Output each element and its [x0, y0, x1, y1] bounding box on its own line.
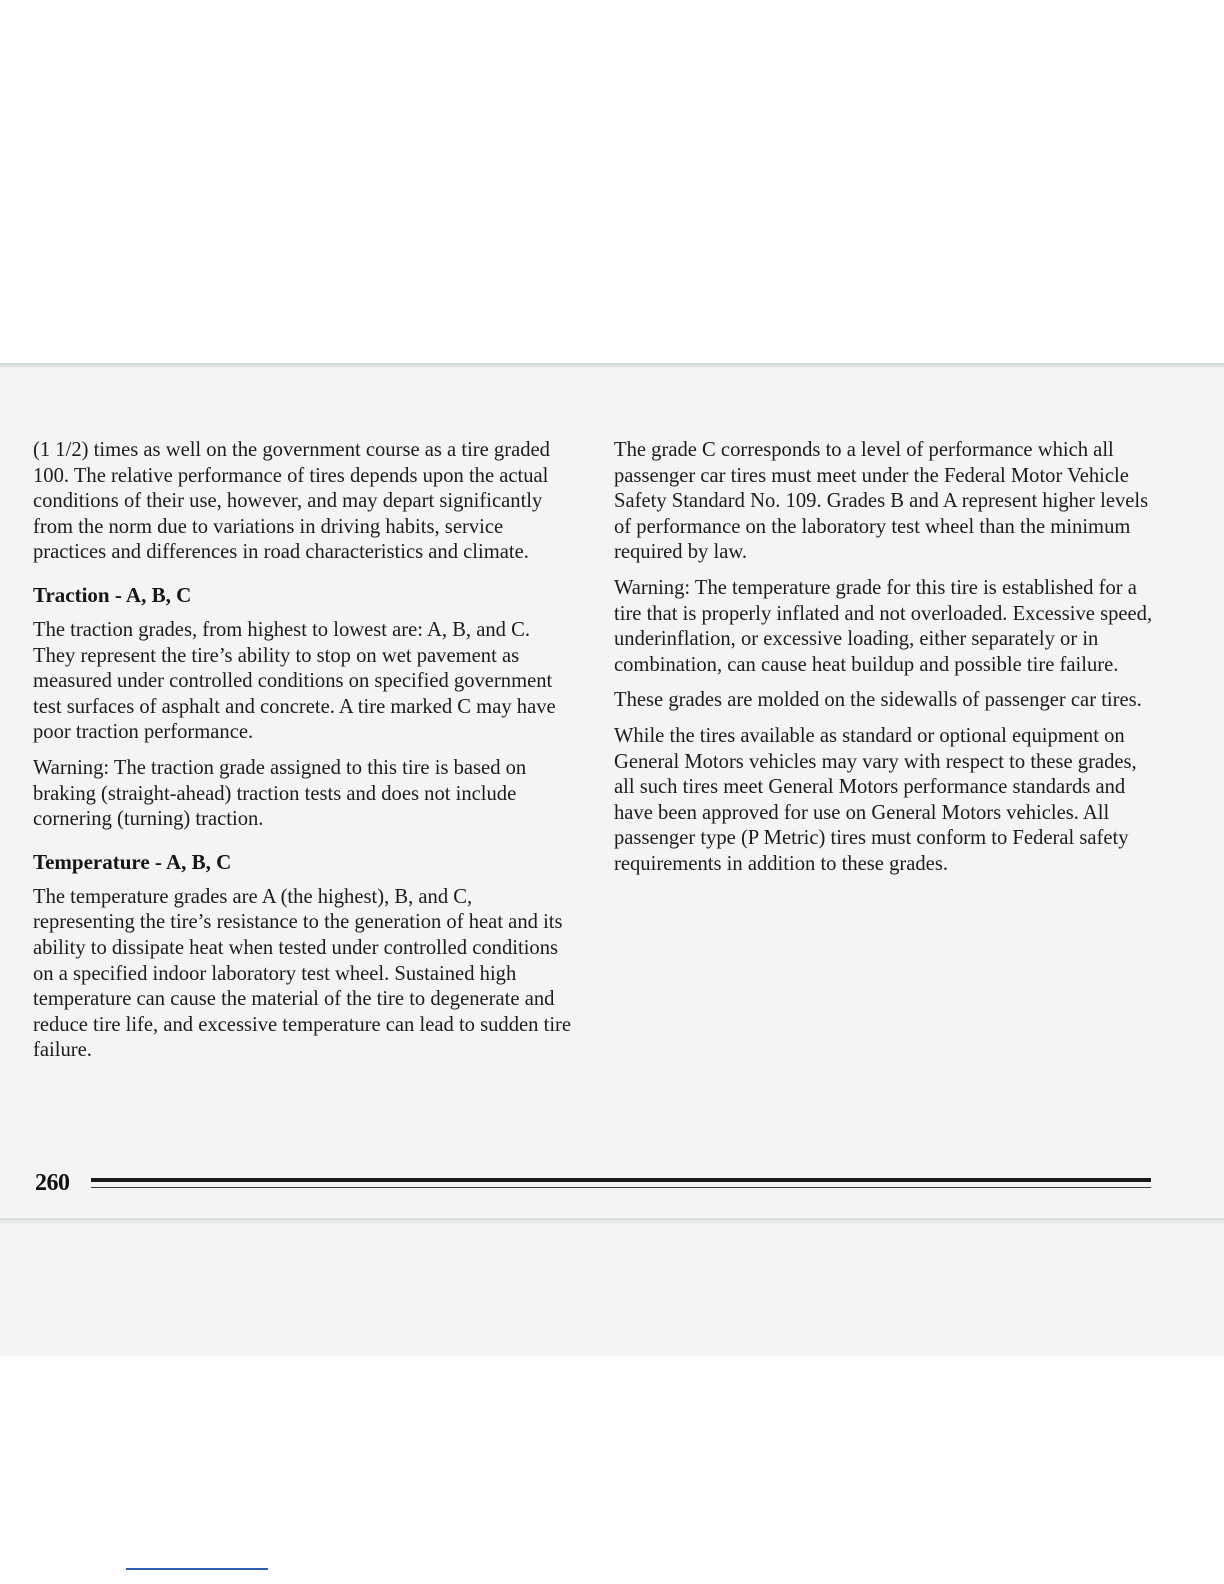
traction-paragraph: The traction grades, from highest to lowest are: A, B, and C. They represent the tire’s ability to stop on wet pavement as measured under controlled conditions on specified government test surfaces of asphalt and concrete. A tire marked C may have poor traction performance.: [33, 618, 556, 744]
traction-heading: Traction - A, B, C: [33, 582, 192, 607]
right-column: [614, 438, 1154, 888]
temperature-heading: Temperature - A, B, C: [33, 849, 232, 874]
temperature-warning: Warning: The temperature grade for this tire is established for a tire that is properly inflated and not overloaded. Excessive speed, underinflation, or excessive loading, either separately or in combination, can cause heat buildup and possible tire failure.: [614, 576, 1153, 676]
traction-warning: Warning: The traction grade assigned to this tire is based on braking (straight-ahead) traction tests and does not include cornering (turning) traction.: [33, 756, 527, 831]
page-bottom-edge: [0, 1218, 1224, 1224]
molded-paragraph: These grades are molded on the sidewalls of passenger car tires.: [614, 689, 1142, 712]
page-footer: [33, 1170, 1153, 1200]
availability-paragraph: While the tires available as standard or optional equipment on General Motors vehicles may vary with respect to these grades, all such tires meet General Motors performance standards and have been approved for use on General Motors vehicles. All passenger type (P Metric) tires must conform to Federal safety requirements in addition to these grades.: [614, 724, 1137, 875]
temperature-paragraph: The temperature grades are A (the highest), B, and C, representing the tire’s resistance to the generation of heat and its ability to dissipate heat when tested under controlled conditions on a specified indoor laboratory test wheel. Sustained high temperature can cause the material of the tire to degenerate and reduce tire life, and excessive temperature can lead to sudden tire failure.: [33, 885, 572, 1062]
footer-rule-thin: [91, 1187, 1151, 1188]
intro-paragraph: (1 1/2) times as well on the government course as a tire graded 100. The relative performance of tires depends upon the actual conditions of their use, however, and may depart significantly from the norm due to variations in driving habits, service practices and differences in road characteristics and climate.: [33, 439, 550, 564]
grade-c-paragraph: The grade C corresponds to a level of performance which all passenger car tires must meet under the Federal Motor Vehicle Safety Standard No. 109. Grades B and A represent higher levels of performance on the laboratory test wheel than the minimum required by law.: [614, 439, 1149, 564]
page-number: 260: [35, 1170, 70, 1196]
left-column: [33, 438, 573, 1074]
page-top-edge: [0, 363, 1224, 367]
footer-rule-thick: [91, 1178, 1151, 1182]
blank-link-underline[interactable]: [126, 1568, 268, 1570]
